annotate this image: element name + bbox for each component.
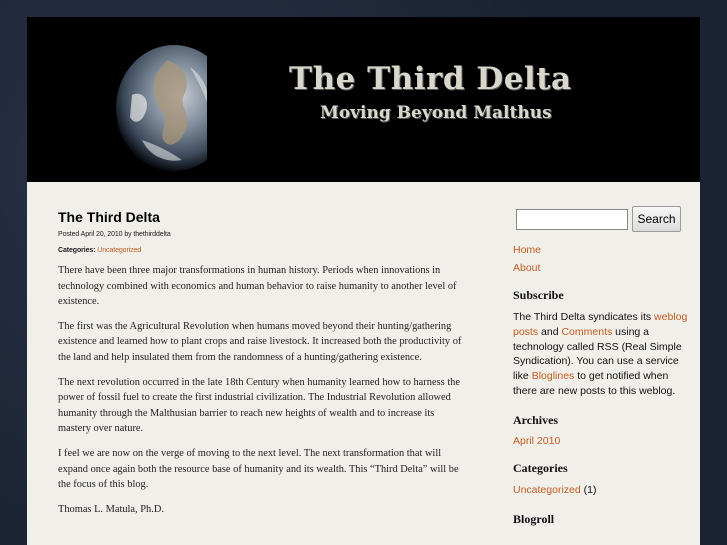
nav-home[interactable]: Home xyxy=(513,244,542,256)
post-title[interactable]: The Third Delta xyxy=(58,209,160,225)
subscribe-text-3: using a technology called RSS (Real Simple Syndication). You can use a service like xyxy=(513,325,682,383)
posted-prefix: Posted xyxy=(58,231,80,238)
subscribe-text xyxy=(513,310,688,399)
post-date: April 20, 2010 xyxy=(80,231,123,238)
site-header xyxy=(27,17,700,182)
sidebar xyxy=(513,206,688,534)
archive-link[interactable]: April 2010 xyxy=(513,434,561,447)
search-button[interactable]: Search xyxy=(632,206,681,232)
bloglines-link[interactable]: Bloglines xyxy=(531,370,575,383)
subscribe-heading: Subscribe xyxy=(513,288,564,302)
blogroll-heading: Blogroll xyxy=(513,511,555,526)
earth-image xyxy=(112,45,214,171)
post-author: thethirddelta xyxy=(133,231,171,238)
subscribe-text-2: and xyxy=(538,325,562,338)
search-input[interactable] xyxy=(516,209,628,230)
post-meta xyxy=(58,231,468,238)
nav-about[interactable]: About xyxy=(513,262,541,274)
post-signature: Thomas L. Matula, Ph.D. xyxy=(58,503,164,515)
subscribe-text-4: to get notified when there are new posts to this weblog. xyxy=(513,370,676,397)
search-form xyxy=(513,206,688,232)
subscribe-text-1: The Third Delta syndicates its xyxy=(513,311,655,323)
categories-label: Categories: xyxy=(58,247,96,254)
by-text: by xyxy=(124,231,132,238)
site-tagline: Moving Beyond Malthus xyxy=(320,103,552,123)
categories-heading: Categories xyxy=(513,460,568,475)
post-paragraph: There have been three major transformations in human history. Periods when innovations in technology combined with economics and human behavior to raise humanity to another level of existence. xyxy=(58,265,457,308)
post-paragraph: The next revolution occurred in the late 18th Century when humanity learned how to harness the power of fossil fuel to create the first industrial civilization. The Industrial Revolution allowed humanity through the Malthusian barrier to reach new heights of wealth and to increase its mastery over nature. xyxy=(58,376,460,435)
post-body xyxy=(58,263,468,517)
category-count: (1) xyxy=(580,483,597,496)
sidebar-category-link[interactable]: Uncategorized xyxy=(513,483,581,496)
post-paragraph: I feel we are now on the verge of moving to the next level. The next transformation that will expand once again both the resource base of humanity and its wealth. This “Third Delta” will be the focus of this blog. xyxy=(58,447,459,491)
archives-heading: Archives xyxy=(513,412,559,427)
post xyxy=(58,209,468,526)
post-paragraph: The first was the Agricultural Revolution when humans moved beyond their hunting/gathering existence and learned how to plant crops and raise livestock. It increased both the productivity of the land and help insulated them from the randomness of a hunting/gathering existence. xyxy=(58,320,462,363)
category-link[interactable]: Uncategorized xyxy=(97,247,142,254)
site-title[interactable]: The Third Delta xyxy=(289,61,572,97)
post-categories xyxy=(58,247,468,254)
weblog-posts-link[interactable]: weblog posts xyxy=(513,311,688,338)
category-item xyxy=(513,483,688,498)
page xyxy=(27,17,700,545)
comments-link[interactable]: Comments xyxy=(561,325,613,338)
